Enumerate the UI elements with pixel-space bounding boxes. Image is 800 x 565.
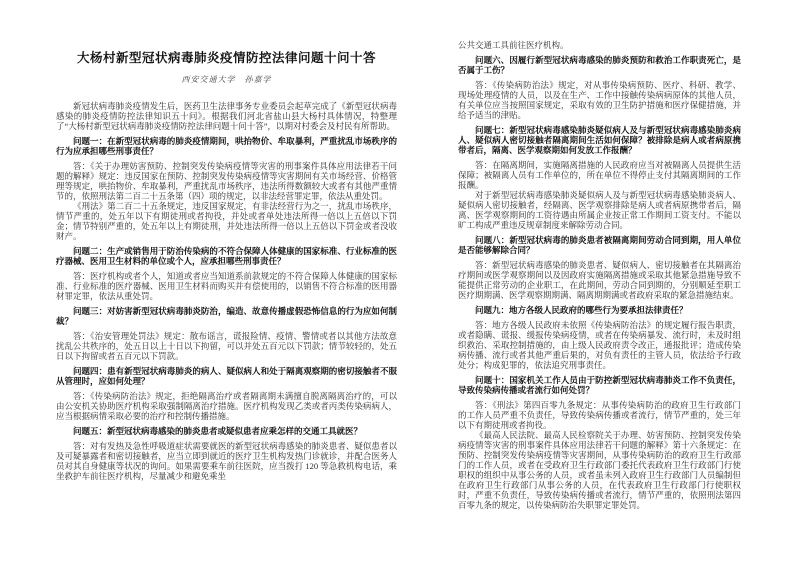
body-paragraph: 答：在隔离期间，实施隔离措施的人民政府应当对被隔离人员提供生活保障；被隔离人员有工作单位的，所在单位不得停止支付其隔离期间的工作报酬。: [458, 160, 741, 190]
body-paragraph: 答：《刑法》第四百零九条规定：从事传染病防治的政府卫生行政部门的工作人员严重不负责任，导致传染病传播或者流行，情节严重的，处三年以下有期徒刑或者拘役。: [458, 400, 741, 430]
body-paragraph: 答：《传染病防治法》规定，对从事传染病预防、医疗、科研、教学、现场处理疫情的人员，以及在生产、工作中接触传染病病原体的其他人员，有关单位应当按照国家规定，采取有效的卫生防护措施和医疗保健措施，并给予适当的津贴。: [458, 80, 741, 120]
body-paragraph: 新冠状病毒肺炎疫情发生后，医药卫生法律事务专业委员会起草完成了《新型冠状病毒感染的肺炎疫情防控法律知识五十问》。根据我们河北省盐山县大杨村具体情况，特整理了“大杨村新型冠状病毒肺炎疫情防控法律问题十问十答”，以期对村委会及村民有所帮助。: [56, 101, 397, 131]
question-heading: 问题九：地方各级人民政府的哪些行为要承担法律责任？: [475, 305, 688, 315]
question-heading: 问题七：新型冠状病毒感染肺炎疑似病人及与新型冠状病毒感染肺炎病人、疑似病人密切接触者隔离期间生活如何保障？被排除是病人或者病原携带者后，隔离、医学观察期如何发放工作报酬？: [458, 125, 741, 155]
body-paragraph: 答：对有发热及急性呼吸道症状需要就医的新型冠状病毒感染的肺炎患者、疑似患者以及可疑暴露者和密切接触者，应当立即到就近的医疗卫生机构发热门诊就诊，并配合医务人员对其自身健康等状况的询问。如果需要乘车前往医院，应当拨打 120 等急救机构电话，乘坐救护车前往医疗机构，尽量减少和避免乘坐: [56, 441, 397, 481]
body-paragraph: 公共交通工具前往医疗机构。: [458, 40, 569, 50]
body-paragraph: 《最高人民法院、最高人民检察院关于办理、妨害预防、控制突发传染病疫情等灾害的刑事案件具体应用法律若干问题的解释》第十六条规定：在预防、控制突发传染病疫情等灾害期间，从事传染病防治的政府卫生行政部门的工作人员，或者在受政府卫生行政部门委托代表政府卫生行政部门行使职权的组织中从事公务的人员，或者虽未列入政府卫生行政部门人员编制但在政府卫生行政部门从事公务的人员，在代表政府卫生行政部门行使职权时，严重不负责任，导致传染病传播或者流行，情节严重的，依照刑法第四百零九条的规定，以传染病防治失职罪定罪处罚。: [458, 430, 741, 510]
document-byline: 西安交通大学 孙嘉学: [181, 75, 272, 84]
question-heading: 问题三：对妨害新型冠状病毒肺炎防治，编造、故意传播虚假恐怖信息的行为应如何制裁？: [56, 306, 397, 326]
body-paragraph: 答：《传染病防治法》规定，拒绝隔离治疗或者隔离期未满擅自脱离隔离治疗的，可以由公安机关协助医疗机构采取强制隔离治疗措施。医疗机构发现乙类或者丙类传染病病人，应当根据病情采取必要的治疗和控制传播措施。: [56, 391, 397, 421]
question-heading: 问题八：新型冠状病毒的肺炎患者被隔离期间劳动合同到期，用人单位是否能够解除合同？: [458, 235, 741, 255]
page-1-text-column: [56, 101, 397, 481]
body-paragraph: 答：医疗机构或者个人，知道或者应当知道系前款规定的不符合保障人体健康的国家标准、行业标准的医疗器械、医用卫生材料而购买并有偿使用的，以销售不符合标准的医用器材罪定罪，依法从重处罚。: [56, 271, 397, 301]
body-paragraph: 《刑法》第二百二十五条规定，违反国家规定，有非法经营行为之一，扰乱市场秩序，情节严重的，处五年以下有期徒刑或者拘役，并处或者单处违法所得一倍以上五倍以下罚金；情节特别严重的，处五年以上有期徒刑，并处违法所得一倍以上五倍以下罚金或者没收财产。: [56, 201, 397, 241]
body-paragraph: 答：地方各级人民政府未依照《传染病防治法》的规定履行报告职责，或者隐瞒、谎报、缓报传染病疫情，或者在传染病暴发、流行时，未及时组织救治、采取控制措施的，由上级人民政府责令改正，通报批评；造成传染病传播、流行或者其他严重后果的，对负有责任的主管人员，依法给予行政处分；构成犯罪的，依法追究刑事责任。: [458, 320, 741, 370]
body-paragraph: 答：《关于办理妨害预防、控制突发传染病疫情等灾害的刑事案件具体应用法律若干问题的解释》规定：违反国家在预防、控制突发传染病疫情等灾害期间有关市场经营、价格管理等规定，哄抬物价、牟取暴利，严重扰乱市场秩序，违法所得数额较大或者有其他严重情节的，依照刑法第二百二十五条第（四）项的规定，以非法经营罪定罪，依法从重处罚。: [56, 161, 397, 201]
question-heading: 问题六、因履行新型冠状病毒感染的肺炎预防和救治工作职责死亡，是否属于工伤？: [458, 55, 741, 75]
question-heading: 问题十：国家机关工作人员由于防控新型冠状病毒肺炎工作不负责任，导致传染病传播或者流行如何处罚？: [458, 375, 741, 395]
page-2-text-column: [458, 40, 741, 510]
question-heading: 问题二：生产或销售用于防治传染病的不符合保障人体健康的国家标准、行业标准的医疗器械、医用卫生材料的单位或个人，应承担哪些刑事责任？: [56, 246, 397, 266]
question-heading: 问题一：在新型冠状病毒的肺炎疫情期间，哄抬物价、牟取暴利，严重扰乱市场秩序的行为应承担哪些刑事责任？: [56, 136, 397, 156]
question-heading: 问题五：新型冠状病毒感染的肺炎患者或疑似患者应乘怎样的交通工具就医？: [73, 426, 363, 436]
document-title: 大杨村新型冠状病毒肺炎疫情防控法律问题十问十答: [76, 51, 376, 65]
page-1: [56, 0, 397, 481]
body-paragraph: 答：《治安管理处罚法》规定：散布谣言，谎报险情、疫情、警情或者以其他方法故意扰乱公共秩序的，处五日以上十日以下拘留，可以并处五百元以下罚款；情节较轻的，处五日以下拘留或者五百元以下罚款。: [56, 331, 397, 361]
question-heading: 问题四：患有新型冠状病毒肺炎的病人、疑似病人和处于隔离观察期的密切接触者不服从管理时，应如何处理？: [56, 366, 397, 386]
body-paragraph: 对于新型冠状病毒感染肺炎疑似病人及与新型冠状病毒感染肺炎病人、疑似病人密切接触者，经隔离、医学观察排除是病人或者病原携带者后，隔离、医学观察期间的工资待遇由所属企业按正常工作期间工资支付。不能以旷工构成严重违反规章制度来解除劳动合同。: [458, 190, 741, 230]
body-paragraph: 答：新型冠状病毒感染的肺炎患者、疑似病人、密切接触者在其隔离治疗期间或医学观察期间以及因政府实施隔离措施或采取其他紧急措施导致不能提供正常劳动的企业职工，在此期间，劳动合同到期的，分别顺延至职工医疗期期满、医学观察期期满、隔离期期满或者政府采取的紧急措施结束。: [458, 260, 741, 300]
page-2: [458, 0, 741, 510]
